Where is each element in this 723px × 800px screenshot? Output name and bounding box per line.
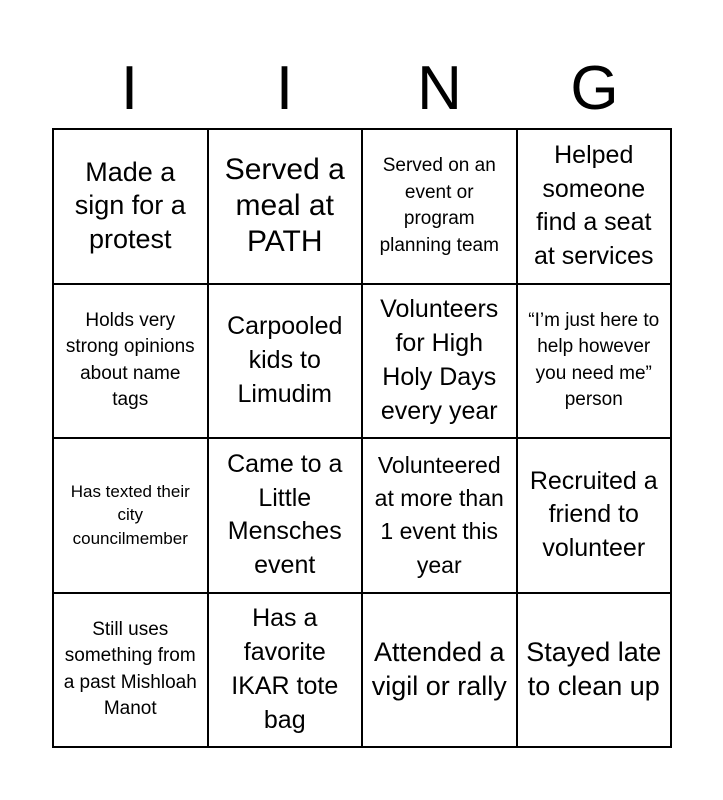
bingo-cell-r3c1[interactable]: Has texted their city councilmember (53, 438, 208, 593)
header-letter-4: G (570, 54, 619, 123)
bingo-cell-r3c3[interactable]: Volunteered at more than 1 event this year (362, 438, 517, 593)
header-letter-3: N (417, 54, 462, 123)
header-letter-2: I (275, 54, 294, 123)
bingo-cell-r1c1[interactable]: Made a sign for a protest (53, 129, 208, 284)
bingo-cell-r1c3[interactable]: Served on an event or program planning team (362, 129, 517, 284)
bingo-cell-r1c4[interactable]: Helped someone find a seat at services (517, 129, 672, 284)
bingo-cell-r2c1[interactable]: Holds very strong opinions about name tags (53, 284, 208, 439)
bingo-cell-r2c2[interactable]: Carpooled kids to Limudim (208, 284, 363, 439)
bingo-cell-r4c3[interactable]: Attended a vigil or rally (362, 593, 517, 748)
bingo-header (52, 50, 672, 128)
bingo-cell-r3c2[interactable]: Came to a Little Mensches event (208, 438, 363, 593)
bingo-cell-r1c2[interactable]: Served a meal at PATH (208, 129, 363, 284)
bingo-cell-r4c1[interactable]: Still uses something from a past Mishloah Manot (53, 593, 208, 748)
bingo-cell-r3c4[interactable]: Recruited a friend to volunteer (517, 438, 672, 593)
bingo-board (52, 128, 672, 748)
header-letter-1: I (120, 54, 139, 123)
bingo-cell-r2c4[interactable]: “I’m just here to help however you need me” person (517, 284, 672, 439)
bingo-cell-r2c3[interactable]: Volunteers for High Holy Days every year (362, 284, 517, 439)
bingo-cell-r4c4[interactable]: Stayed late to clean up (517, 593, 672, 748)
bingo-cell-r4c2[interactable]: Has a favorite IKAR tote bag (208, 593, 363, 748)
